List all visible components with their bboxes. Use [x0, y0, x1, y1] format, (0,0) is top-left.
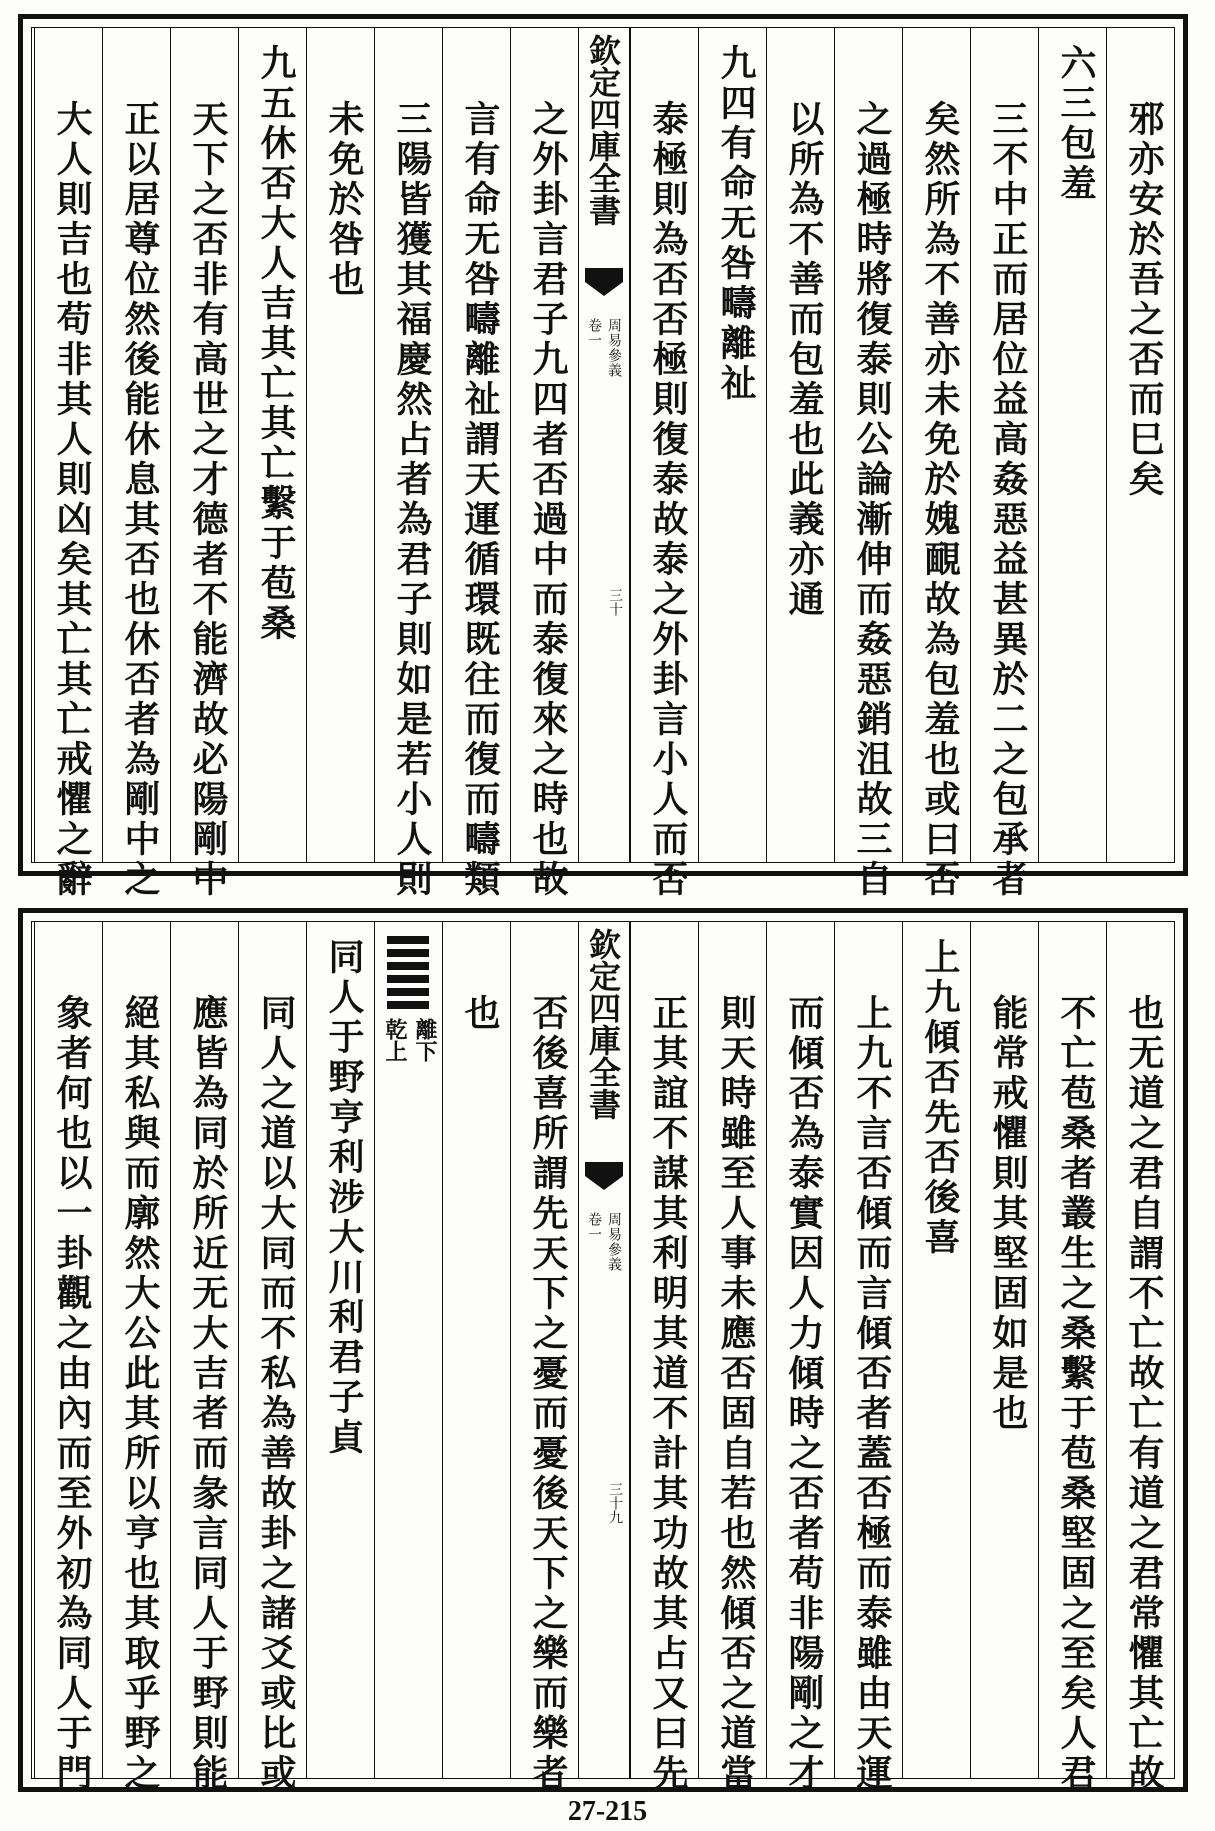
- right-text-column: [698, 922, 766, 1794]
- column-text: 能常戒懼則其堅固如是也: [987, 994, 1029, 1434]
- column-text: 以所為不善而包羞也此義亦通: [783, 100, 825, 620]
- column-text: 而傾否為泰實因人力傾時之否者苟非陽剛之才: [783, 994, 825, 1794]
- left-text-column: [238, 28, 306, 862]
- left-text-column: [34, 28, 102, 900]
- fishtail-mark: [585, 282, 623, 296]
- left-text-column: [102, 28, 170, 900]
- column-text: 泰極則為否否極則復泰故泰之外卦言小人而否: [647, 100, 689, 900]
- column-text: 之外卦言君子九四者否過中而泰復來之時也故: [527, 100, 569, 900]
- left-text-column: [374, 28, 442, 900]
- column-text: 之過極時將復泰則公論漸伸而姦惡銷沮故三自: [851, 100, 893, 900]
- bottom-page-frame: [31, 921, 1175, 1794]
- hexagram-upper-label: 乾上: [382, 1018, 408, 1062]
- right-text-column: [630, 28, 698, 900]
- center-margin: [578, 28, 630, 862]
- column-text: 天下之否非有高世之才德者不能濟故必陽剛中: [187, 100, 229, 900]
- fishtail-mark: [585, 268, 623, 282]
- left-text-column: [238, 922, 306, 1794]
- left-text-column: [306, 28, 374, 862]
- left-text-column: [442, 922, 510, 1778]
- right-text-column: [970, 922, 1038, 1778]
- column-text: 六三包羞: [1055, 44, 1097, 204]
- hexagram-lower-label: 離下: [412, 1018, 438, 1062]
- right-text-column: [630, 922, 698, 1794]
- hexagram-symbol: [387, 936, 429, 1014]
- right-text-column: [1106, 28, 1174, 862]
- footer-page-number: 27-215: [567, 1796, 648, 1827]
- column-text: 九四有命无咎疇離祉: [715, 44, 757, 404]
- right-text-column: [698, 28, 766, 862]
- margin-leaf-number: 三十九: [607, 1482, 623, 1524]
- top-page: [18, 14, 1188, 900]
- column-text: 絕其私與而廓然大公此其所以亨也其取乎野之: [119, 994, 161, 1794]
- left-text-column: [510, 28, 578, 900]
- right-text-column: [1038, 28, 1106, 862]
- column-text: 象者何也以一卦觀之由內而至外初為同人于門: [51, 994, 93, 1794]
- column-text: 則天時雖至人事未應否固自若也然傾否之道當: [715, 994, 757, 1794]
- right-text-column: [834, 922, 902, 1794]
- column-text: 正以居尊位然後能休息其否也休否者為剛中之: [119, 100, 161, 900]
- right-text-column: [902, 28, 970, 900]
- column-text: 應皆為同於所近无大吉者而彖言同人于野則能: [187, 994, 229, 1794]
- right-text-column: [766, 922, 834, 1794]
- right-text-column: [1038, 922, 1106, 1794]
- margin-book-title: 周易參義: [606, 318, 622, 378]
- margin-title: 欽定四庫全書: [584, 928, 622, 1120]
- column-text: 三不中正而居位益高姦惡益甚異於二之包承者: [987, 100, 1029, 900]
- fishtail-mark: [585, 1162, 623, 1176]
- right-text-column: [834, 28, 902, 900]
- column-text: 邪亦安於吾之否而巳矣: [1123, 100, 1165, 500]
- column-text: 言有命无咎疇離祉謂天運循環既往而復而疇類: [459, 100, 501, 900]
- right-text-column: [902, 922, 970, 1778]
- left-text-column: [170, 28, 238, 900]
- margin-volume: 卷一: [586, 1212, 602, 1242]
- column-text: 上九傾否先否後喜: [919, 938, 961, 1258]
- column-text: 同人之道以大同而不私為善故卦之諸爻或比或: [255, 994, 297, 1794]
- left-text-column: [510, 922, 578, 1794]
- top-page-frame: [31, 27, 1175, 900]
- column-text: 不亡苞桑者叢生之桑繫于苞桑堅固之至矣人君: [1055, 994, 1097, 1794]
- margin-book-title: 周易參義: [606, 1212, 622, 1272]
- left-text-column: [34, 922, 102, 1794]
- column-text: 大人則吉也苟非其人則凶矣其亡其亡戒懼之辭: [51, 100, 93, 900]
- left-text-column: [170, 922, 238, 1794]
- column-text: 也: [459, 994, 501, 1034]
- left-text-column: [102, 922, 170, 1794]
- column-text: 同人于野亨利涉大川利君子貞: [323, 938, 365, 1458]
- left-text-column: [442, 28, 510, 900]
- right-text-column: [766, 28, 834, 862]
- bottom-page: [18, 908, 1188, 1792]
- column-text: 正其誼不謀其利明其道不計其功故其占又曰先: [647, 994, 689, 1794]
- column-text: 九五休否大人吉其亡其亡繫于苞桑: [255, 44, 297, 644]
- margin-leaf-number: 三十: [607, 588, 623, 616]
- right-text-column: [970, 28, 1038, 900]
- column-text: 否後喜所謂先天下之憂而憂後天下之樂而樂者: [527, 994, 569, 1794]
- column-text: 上九不言否傾而言傾否者蓋否極而泰雖由天運: [851, 994, 893, 1794]
- margin-volume: 卷一: [586, 318, 602, 348]
- column-text: 三陽皆獲其福慶然占者為君子則如是若小人則: [391, 100, 433, 900]
- margin-title: 欽定四庫全書: [584, 34, 622, 226]
- center-margin: [578, 922, 630, 1778]
- column-text: 也无道之君自謂不亡故亡有道之君常懼其亡故: [1123, 994, 1165, 1794]
- column-text: 未免於咎也: [323, 100, 365, 300]
- left-text-column: [306, 922, 374, 1778]
- column-text: 矣然所為不善亦未免於媿靦故為包羞也或曰否: [919, 100, 961, 900]
- right-text-column: [1106, 922, 1174, 1794]
- left-text-column: [374, 922, 442, 1778]
- fishtail-mark: [585, 1176, 623, 1190]
